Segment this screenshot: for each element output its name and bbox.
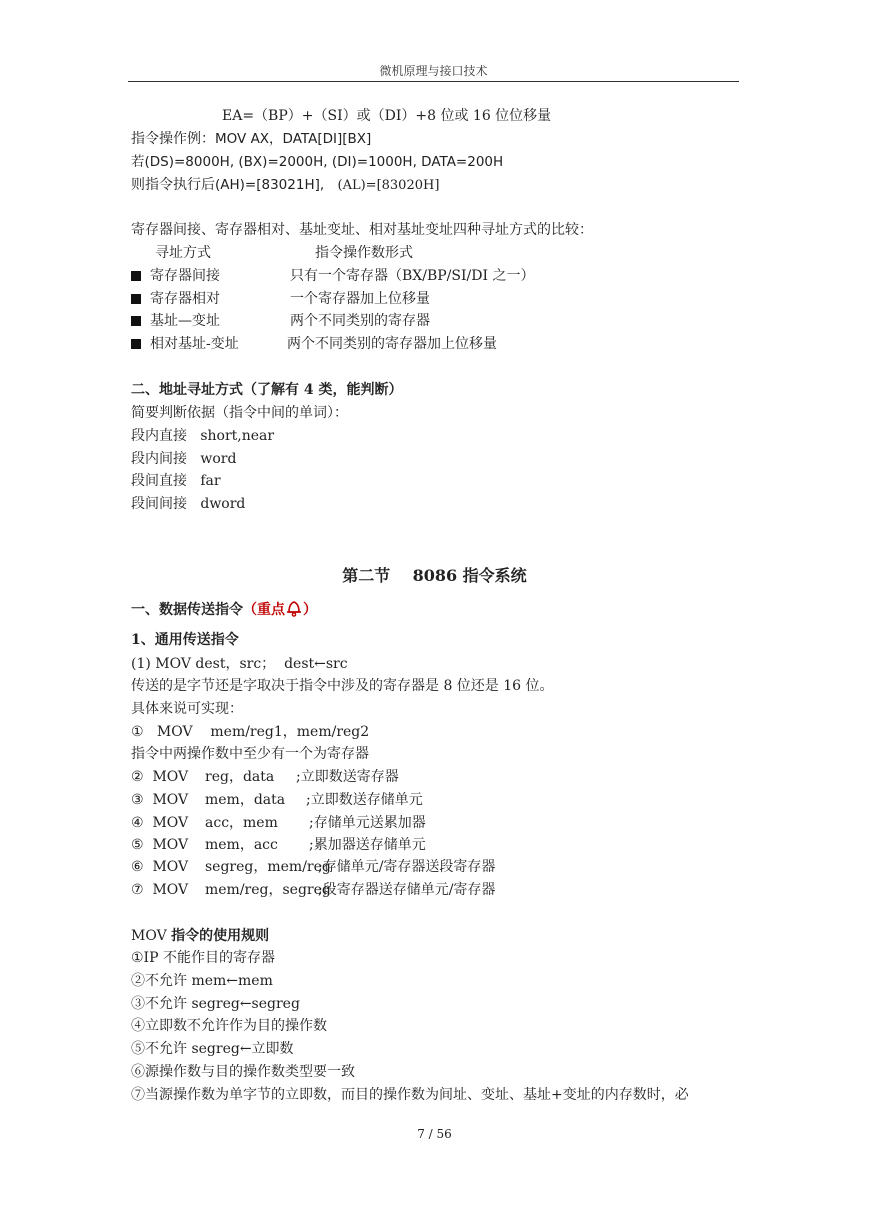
- example-condition: 若(DS)=8000H, (BX)=2000H, (DI)=1000H, DATA=200H: [131, 154, 504, 170]
- mov-form-note: ;立即数送寄存器: [296, 769, 399, 785]
- rule-item: ⑦当源操作数为单字节的立即数，而目的操作数为间址、变址、基址+变址的内存数时，必: [131, 1087, 689, 1103]
- row-mode: 寄存器相对: [150, 291, 220, 307]
- comparison-row: [131, 267, 220, 285]
- address-item-word: short,near: [200, 428, 275, 444]
- address-heading: 二、地址寻址方式（了解有 4 类，能判断）: [131, 382, 403, 398]
- mov-form-args: reg，data: [205, 769, 275, 785]
- sub-heading: 1、通用传送指令: [131, 632, 239, 648]
- mov-form-row: ③ MOV: [131, 792, 189, 808]
- result-prefix: 则指令执行后: [131, 177, 215, 193]
- example-result: [131, 176, 439, 195]
- example-instr: MOV AX，DATA[DI][BX]: [215, 131, 372, 147]
- address-item-name: 段间直接: [131, 473, 187, 489]
- address-item: [131, 450, 236, 468]
- page-number: 7 / 56: [417, 1127, 452, 1141]
- address-item-name: 段内间接: [131, 451, 187, 467]
- address-item: [131, 495, 245, 513]
- running-header: 微机原理与接口技术: [379, 64, 488, 78]
- address-intro: 简要判断依据（指令中间的单词）：: [131, 405, 348, 421]
- section-title: 第二节 8086 指令系统: [342, 566, 527, 585]
- address-item-name: 段内直接: [131, 428, 187, 444]
- mov-form-args: segreg，mem/reg: [205, 859, 331, 875]
- mov-form-row: ⑦ MOV: [131, 882, 189, 898]
- header-rule: [128, 81, 739, 82]
- row-form: 两个不同类别的寄存器: [290, 313, 430, 329]
- result-ah: (AH)=[83021H],: [215, 177, 325, 193]
- comparison-row: [131, 335, 239, 353]
- row-mode: 寄存器间接: [150, 268, 220, 284]
- bullet-square-icon: [131, 294, 141, 304]
- example-label: 指令操作例：: [131, 131, 215, 147]
- mov-form-note: ;立即数送存储单元: [306, 792, 423, 808]
- mov-form-note: ;存储单元/寄存器送段寄存器: [318, 859, 496, 875]
- mov-form-row: ④ MOV: [131, 815, 189, 831]
- rule-item: ③不允许 segreg←segreg: [131, 996, 300, 1012]
- address-item-word: word: [200, 451, 237, 467]
- comparison-intro: 寄存器间接、寄存器相对、基址变址、相对基址变址四种寻址方式的比较：: [131, 222, 593, 238]
- comparison-col1-header: 寻址方式: [155, 245, 211, 261]
- comparison-row: [131, 290, 220, 308]
- mov-form-args: mem/reg，segreg: [205, 882, 331, 898]
- comparison-row: [131, 312, 220, 330]
- mov-form-row: ② MOV: [131, 769, 189, 785]
- result-al: (AL)=[83020H]: [337, 178, 440, 193]
- bell-icon: [285, 599, 303, 622]
- address-item: [131, 472, 221, 490]
- rule-item: ④立即数不允许作为目的操作数: [131, 1018, 327, 1034]
- row-mode: 基址—变址: [150, 313, 220, 329]
- mov-form-row: ⑥ MOV: [131, 859, 189, 875]
- row-form: 两个不同类别的寄存器加上位移量: [287, 336, 497, 352]
- bullet-square-icon: [131, 316, 141, 326]
- mov-form-note: ;存储单元送累加器: [309, 815, 426, 831]
- bullet-square-icon: [131, 339, 141, 349]
- emphasis-close: ）: [303, 602, 317, 618]
- emphasis-text: （重点: [243, 602, 285, 618]
- mov-form-row: ⑤ MOV: [131, 837, 189, 853]
- transfer-desc1: 传送的是字节还是字取决于指令中涉及的寄存器是 8 位还是 16 位。: [131, 678, 554, 694]
- address-item: [131, 427, 274, 445]
- transfer-item1-note: 指令中两操作数中至少有一个为寄存器: [131, 746, 369, 762]
- comparison-col2-header: 指令操作数形式: [315, 245, 413, 261]
- address-item-name: 段间间接: [131, 496, 187, 512]
- rule-item: ⑤不允许 segreg←立即数: [131, 1041, 294, 1057]
- bullet-square-icon: [131, 271, 141, 281]
- row-mode: 相对基址-变址: [150, 336, 239, 352]
- mov-form-note: ;累加器送存储单元: [309, 837, 426, 853]
- rule-item: ②不允许 mem←mem: [131, 973, 273, 989]
- address-item-word: dword: [200, 496, 246, 512]
- transfer-heading-text: 一、数据传送指令: [131, 602, 243, 618]
- mov-form-note: ;段寄存器送存储单元/寄存器: [318, 882, 496, 898]
- rules-heading: MOV 指令的使用规则: [131, 928, 270, 944]
- mov-form-args: mem，acc: [205, 837, 278, 853]
- address-item-word: far: [200, 473, 221, 489]
- mov-definition: (1) MOV dest，src； dest←src: [131, 656, 348, 672]
- rule-item: ⑥源操作数与目的操作数类型要一致: [131, 1064, 355, 1080]
- ea-formula: EA=（BP）+（SI）或（DI）+8 位或 16 位位移量: [222, 108, 552, 124]
- example-instruction: [131, 130, 371, 148]
- row-form: 一个寄存器加上位移量: [290, 291, 430, 307]
- row-form: 只有一个寄存器（BX/BP/SI/DI 之一）: [290, 268, 535, 284]
- rule-item: ①IP 不能作目的寄存器: [131, 950, 275, 966]
- transfer-item1: ① MOV mem/reg1，mem/reg2: [131, 724, 370, 740]
- mov-form-args: mem，data: [205, 792, 286, 808]
- mov-form-args: acc，mem: [205, 815, 278, 831]
- transfer-desc2: 具体来说可实现：: [131, 701, 243, 717]
- transfer-heading: [131, 599, 317, 622]
